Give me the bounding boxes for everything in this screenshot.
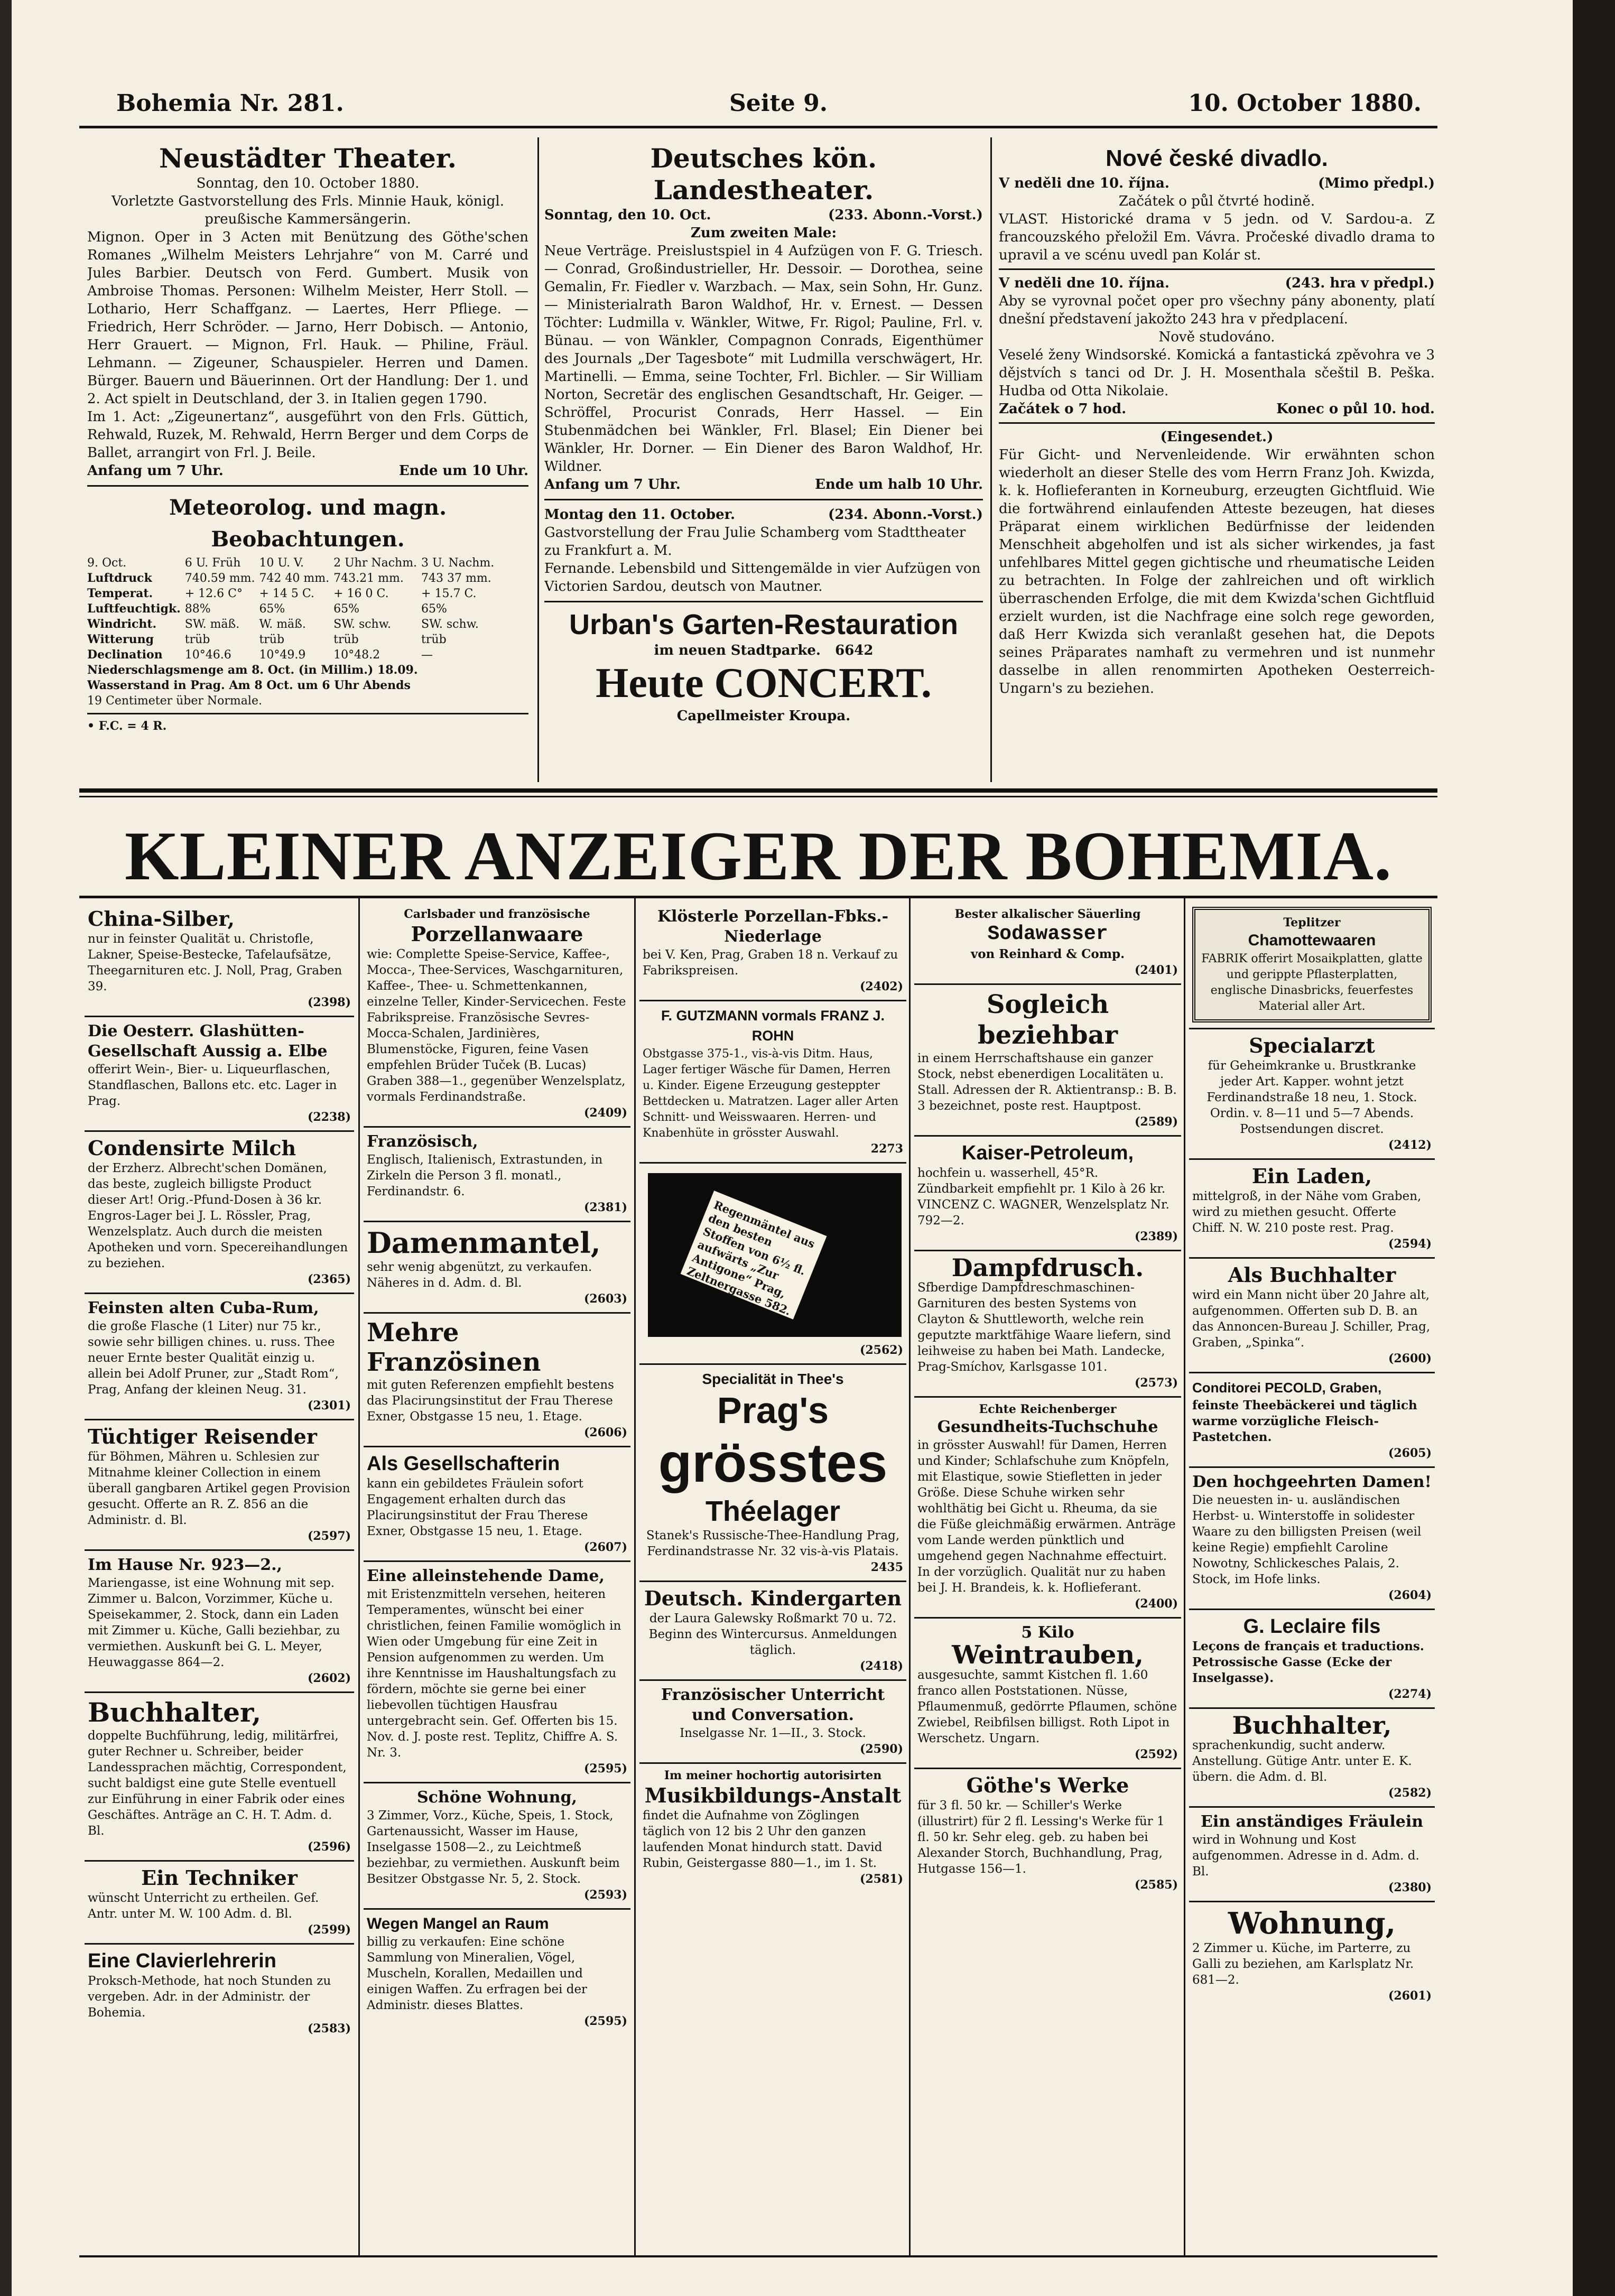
ad-code: (2401) — [1134, 963, 1178, 977]
ads-column-4 — [914, 903, 1181, 2255]
ad-code: (2594) — [1388, 1237, 1432, 1251]
ad-text: sehr wenig abgenützt, zu verkaufen. Näheres in d. Adm. d. Bl. — [367, 1260, 592, 1290]
ads-column-2 — [364, 903, 630, 2255]
ad-pecold — [1189, 1373, 1435, 1468]
ad-text: mit Eristenzmitteln versehen, heiteren Temperamentes, wünscht bei einer christlichen, feinen Familie womöglich in Wien oder Umgebung für eine Zeit in Pension aufgenommen zu werden. Um ihre Kenntnisse im Haushaltungsfach zu fördern, möchte sie gerne bei einer liebevollen tüchtigen Hausfrau untergebracht sein. Gef. Offerten bis 15. Nov. d. J. poste rest. Teplitz, Chiffre A. S. Nr. 3. — [367, 1587, 621, 1760]
ads-column-1 — [85, 903, 354, 2255]
meteo-cell: SW. schw. — [421, 618, 479, 631]
neustaedter-start: Anfang um 7 Uhr. — [87, 463, 224, 479]
meteo-cell: Witterung — [87, 633, 154, 646]
ad-heading: Wegen Mangel an Raum — [367, 1915, 549, 1932]
ad-ein-laden — [1189, 1160, 1435, 1259]
ad-code: (2238) — [307, 1110, 351, 1124]
ad-code: (2274) — [1388, 1687, 1432, 1701]
ad-regenmaentel — [639, 1164, 906, 1365]
thee-prags: Prag's — [717, 1390, 829, 1431]
meteo-cell: 10°46.6 — [184, 648, 231, 662]
ad-text: doppelte Buchführung, ledig, militärfrei, guter Rechner u. Schreiber, beider Landessprachen mächtig, Correspondent, sucht baldigst eine gute Stelle eventuell zur Einführung in einer Fabrik oder eines Geschäftes. Anträge an C. H. T. Adm. d. Bl. — [88, 1729, 347, 1838]
ad-mangel-an-raum — [364, 1910, 630, 2034]
ad-code: (2301) — [307, 1399, 351, 1412]
column-czech — [999, 143, 1435, 787]
ad-als-buchhalter — [1189, 1259, 1435, 1373]
ad-text: Proksch-Methode, hat noch Stunden zu vergeben. Adr. in der Administr. der Bohemia. — [88, 1974, 331, 2020]
ad-text: nur in feinster Qualität u. Christofle, Lakner, Speise-Bestecke, Tafelaufsätze, Theegarnituren etc. J. Noll, Prag, Graben 39. — [88, 932, 342, 993]
ad-pre: Carlsbader und französische — [404, 907, 590, 921]
ad-text: hochfein u. wasserhell, 45°R. Zündbarkeit empfiehlt pr. 1 Kilo à 26 kr. VINCENZ C. WAGNER, Wenzelsplatz Nr. 792—2. — [917, 1166, 1170, 1228]
meteo-cell: — — [421, 648, 433, 662]
czech-end2: Konec o půl 10. hod. — [1276, 401, 1435, 417]
ad-text: wünscht Unterricht zu ertheilen. Gef. Antr. unter M. W. 100 Adm. d. Bl. — [88, 1891, 319, 1921]
ad-text: mittelgroß, in der Nähe vom Graben, wird zu miethen gesucht. Offerte Chiff. N. W. 210 poste rest. Prag. — [1192, 1189, 1422, 1235]
urban-code: 6642 — [835, 643, 874, 658]
ad-heading: Ein Techniker — [141, 1866, 298, 1890]
ad-fraeulein — [1189, 1808, 1435, 1902]
ad-pre: 5 Kilo — [1021, 1623, 1074, 1642]
ad-heading: Feinsten alten Cuba-Rum, — [88, 1299, 319, 1317]
ad-code: (2400) — [1134, 1597, 1178, 1611]
ad-franzoesisch — [364, 1128, 630, 1222]
thee-theelager: Théelager — [705, 1495, 841, 1527]
czech-note: Aby se vyrovnal počet oper pro všechny pány abonenty, platí dnešní představení jakožto 243 hra v předplacení. — [999, 293, 1435, 327]
ad-text: sprachenkundig, sucht anderw. Anstellung. Gütige Antr. unter E. K. übern. die Adm. d. Bl. — [1192, 1739, 1412, 1784]
ad-reisender — [85, 1420, 354, 1551]
ad-heading: Deutsch. Kindergarten — [644, 1586, 902, 1610]
landestheater-abonn2: (234. Abonn.-Vorst.) — [828, 507, 983, 523]
ad-heading: Wohnung, — [1228, 1906, 1396, 1941]
ad-heading: Kaiser-Petroleum, — [961, 1142, 1134, 1164]
czech-play: VLAST. Historické drama v 5 jedn. od V. Sardou-a. Z francouzského přeložil Em. Vávra. Pročeské divadlo drama to upravil a ve scénu uvedl pan Kolár st. — [999, 211, 1435, 263]
ad-code: (2402) — [859, 980, 903, 993]
czech-title: Nové české divadlo. — [1106, 145, 1328, 171]
ad-heading: Buchhalter, — [1232, 1711, 1392, 1740]
ad-pre: Echte Reichenberger — [979, 1402, 1117, 1416]
neustaedter-line-2: Mignon. Oper in 3 Acten mit Benützung des Göthe'schen Romanes „Wilhelm Meisters Lehrjahre“ von M. Carré und Jules Barbier. Deutsch von Ferd. Gumbert. Musik von Ambroise Thomas. Personen: Wilhelm Meister, Herr Stoll. — Lothario, Herr Schaffganz. — Laertes, Herr Pfliege. — Friedrich, Herr Schröder. — Jarno, Herr Dobisch. — Antonio, Herr Grauert. — Mignon, Frl. Hauk. — Philine, Fräul. Lehmann. — Zigeuner, Schauspieler. Herren und Damen. Bürger. Bauern und Bäuerinnen. Ort der Handlung: Der 1. und 2. Act spielt in Deutschland, der 3. in Italien gegen 1790. — [87, 229, 528, 407]
ad-heading: Specialarzt — [1249, 1034, 1375, 1057]
neustaedter-line-1: Vorletzte Gastvorstellung des Frls. Minnie Hauk, königl. preußische Kammersängerin. — [111, 193, 505, 227]
ad-text: für Geheimkranke u. Brustkranke jeder Art. Kapper. wohnt jetzt Ferdinandstraße 18 neu, 1. Stock. Ordin. v. 8—11 und 5—7 Abends. Postsendungen discret. — [1206, 1059, 1417, 1136]
ad-sodawasser — [914, 903, 1181, 985]
ad-code: (2600) — [1388, 1352, 1432, 1365]
meteo-cell: 743 37 mm. — [421, 572, 491, 585]
ad-text: findet die Aufnahme von Zöglingen täglich von 12 bis 2 Uhr den ganzen laufenden Monat hindurch statt. David Rubin, Geistergasse 880—1., im 1. St. — [643, 1809, 883, 1870]
eingesendet-text: Für Gicht- und Nervenleidende. Wir erwähnten schon wiederholt an dieser Stelle des vom Herrn Franz Joh. Kwizda, k. k. Hoflieferanten in Korneuburg, erzeugten Gichtfluid. Wie die fortwährend einlaufenden Atteste bezeugen, hat dieses Präparat einem wirklichen Bedürfnisse der leidenden Menschheit abgeholfen und ist als sicher wirkendes, ja fast unfehlbares Mittel gegen gichtische und rheumatische Leiden zu betrachten. In Folge der zahlreichen und oft wirklich überraschenden Erfolge, die mit dem Kwizda'schen Gichtfluid erzielt wurden, ist die Nachfrage eine solch rege geworden, daß Herr Kwizda sich veranlaßt gesehen hat, die Depots seines Präparates namhaft zu vermehren und ist nunmehr dasselbe in allen renommirten Apotheken Oesterreich-Ungarn's zu beziehen. — [999, 447, 1435, 696]
ad-code: (2589) — [1134, 1115, 1178, 1129]
ad-code: (2365) — [307, 1272, 351, 1286]
ad-pre: Teplitzer — [1283, 916, 1341, 929]
ad-gutzmann — [639, 1001, 906, 1164]
ad-text: Leçons de français et traductions. Petrossische Gasse (Ecke der Inselgasse). — [1192, 1639, 1424, 1685]
meteo-cell: Declination — [87, 648, 163, 662]
ad-code: (2409) — [583, 1106, 627, 1120]
ad-text: wird ein Mann nicht über 20 Jahre alt, aufgenommen. Offerten sub D. B. an das Annoncen-Bureau J. Schiller, Prag, Graben, „Spinka“. — [1192, 1288, 1431, 1350]
meteo-head-3: 2 Uhr Nachm. — [333, 556, 417, 570]
ad-heading: G. Leclaire fils — [1243, 1615, 1381, 1638]
ad-text: Sfberdige Dampfdreschmaschinen-Garnituren des besten Systems von Clayton & Shuttleworth, welche rein geputzte marktfähige Waare liefern, sind leihweise zu haben bei Math. Landecke, Prag-Smíchov, Karlsgasse 101. — [917, 1281, 1171, 1374]
ads-divider-1 — [358, 898, 360, 2256]
meteo-cell: + 14 5 C. — [259, 587, 314, 600]
ad-code: (2605) — [1388, 1446, 1432, 1460]
ad-pre: Bester alkalischer Säuerling — [954, 907, 1141, 921]
ad-code: (2398) — [307, 996, 351, 1009]
meteo-head-1: 6 U. Früh — [184, 556, 241, 570]
ad-code: (2581) — [859, 1872, 903, 1886]
meteo-cell: Luftdruck — [87, 571, 152, 585]
kleiner-anzeiger-banner: KLEINER ANZEIGER DER BOHEMIA. — [124, 817, 1393, 895]
ad-heading: Göthe's Werke — [966, 1773, 1129, 1797]
ad-weintrauben — [914, 1619, 1181, 1769]
ad-heading: Schöne Wohnung, — [416, 1788, 578, 1807]
ad-text: FABRIK offerirt Mosaikplatten, glatte und gerippte Pflasterplatten, englische Dinasbricks, feuerfestes Material aller Art. — [1201, 952, 1423, 1013]
ad-sogleich-beziehbar — [914, 985, 1181, 1137]
ad-glashuetten — [85, 1017, 354, 1132]
ad-franzoesinen — [364, 1314, 630, 1447]
ad-code: (2590) — [859, 1742, 903, 1756]
header-right: 10. October 1880. — [1188, 90, 1422, 117]
ad-heading: Die Oesterr. Glashütten-Gesellschaft Aussig a. Elbe — [88, 1022, 328, 1061]
ad-heading: Condensirte Milch — [88, 1136, 296, 1160]
meteo-cell: SW. mäß. — [184, 618, 240, 631]
ad-code: (2601) — [1388, 1989, 1432, 2003]
ad-text: von Reinhard & Comp. — [970, 947, 1125, 961]
ad-schoene-wohnung — [364, 1783, 630, 1910]
ads-divider-3 — [909, 898, 911, 2256]
ad-code: (2381) — [583, 1201, 627, 1214]
ad-text: der Laura Galewsky Roßmarkt 70 u. 72. Beginn des Wintercursus. Anmeldungen täglich. — [648, 1612, 897, 1657]
ad-code: (2595) — [583, 2014, 627, 2028]
ad-heading: Französisch, — [367, 1132, 478, 1151]
ad-code: (2585) — [1134, 1878, 1178, 1892]
ad-heading: Chamottewaaren — [1248, 932, 1376, 949]
meteo-cell: 65% — [421, 602, 447, 616]
chamotte-frame — [1192, 907, 1432, 1022]
regenmaentel-black-box — [648, 1173, 902, 1337]
ad-text: billig zu verkaufen: Eine schöne Sammlung von Mineralien, Vögel, Muscheln, Korallen, Medaillen und einigen Waffen. Zu erfragen bei der Administr. dieses Blattes. — [367, 1935, 588, 2012]
ad-code: (2418) — [859, 1659, 903, 1673]
ad-code: (2599) — [307, 1923, 351, 1937]
ad-petroleum — [914, 1137, 1181, 1251]
ad-heading: Ein anständiges Fräulein — [1200, 1812, 1424, 1831]
ad-specialarzt — [1189, 1029, 1435, 1160]
ad-text: ausgesuchte, sammt Kistchen fl. 1.60 franco allen Poststationen. Nüsse, Pflaumenmuß, gedörrte Pflaumen, schöne Zwiebel, Reibfilsen billigst. Roth Lipot in Werschetz. Ungarn. — [917, 1668, 1177, 1745]
meteo-note-0: Niederschlagsmenge am 8. Oct. (in Millim.) 18.09. — [87, 663, 418, 677]
landestheater-text3: Fernande. Lebensbild und Sittengemälde in vier Aufzügen von Victorien Sardou, deutsch von Mautner. — [544, 561, 981, 594]
meteo-cell: 742 40 mm. — [259, 572, 330, 585]
ad-code: 2273 — [870, 1142, 903, 1156]
neustaedter-title: Neustädter Theater. — [159, 143, 457, 174]
czech-date2-note: (243. hra v předpl.) — [1285, 275, 1435, 291]
ad-text: bei V. Ken, Prag, Graben 18 n. Verkauf zu Fabrikspreisen. — [643, 948, 898, 978]
meteo-cell: trüb — [184, 633, 210, 646]
ad-heading: Damenmantel, — [367, 1226, 601, 1260]
ad-gesellschafterin — [364, 1447, 630, 1562]
ad-heading: Als Buchhalter — [1228, 1263, 1396, 1287]
ad-heading: Tüchtiger Reisender — [88, 1425, 317, 1448]
ad-musikbildung — [639, 1764, 906, 1892]
banner-rule — [79, 896, 1437, 898]
header-rule — [79, 126, 1437, 128]
ad-code: (2597) — [307, 1529, 351, 1543]
page-header — [79, 79, 1437, 122]
ad-text: wie: Complette Speise-Service, Kaffee-, Mocca-, Thee-Services, Waschgarnituren, Kaffee-, Thee- u. Schmettenkannen, einzelne Teller, Kinder-Servicechen. Feste Fabrikspreise. Französische Sevres-Mocca-Schalen, Jardinières, Blumenstöcke, Figuren, feine Vasen empfehlen Brüder Tuček (B. Lucas) Graben 388—1., gegenüber Wenzelsplatz, vormals Ferdinandstraße. — [367, 947, 626, 1104]
ad-code: (2607) — [583, 1540, 627, 1554]
column-neustaedter — [87, 143, 528, 787]
ad-heading: Den hochgeehrten Damen! — [1192, 1473, 1432, 1491]
meteo-cell: 10°48.2 — [333, 648, 380, 662]
urban-concert: Heute CONCERT. — [596, 660, 932, 707]
meteo-title: Meteorolog. und magn. Beobachtungen. — [169, 495, 447, 552]
ad-text: offerirt Wein-, Bier- u. Liqueurflaschen, Standflaschen, Ballons etc. etc. Lager in Prag. — [88, 1063, 337, 1108]
ad-alleinstehende-dame — [364, 1562, 630, 1783]
meteo-note-1: Wasserstand in Prag. Am 8 Oct. um 6 Uhr Abends — [87, 678, 411, 692]
ad-heading: China-Silber, — [88, 907, 235, 931]
meteo-cell: trüb — [421, 633, 447, 646]
landestheater-date: Sonntag, den 10. Oct. — [544, 207, 711, 223]
ad-techniker — [85, 1862, 354, 1945]
ad-text: für Böhmen, Mähren u. Schlesien zur Mitnahme kleiner Collection in einem überall gangbaren Artikel gegen Provision gesucht. Offerte an R. Z. 856 an die Administr. d. Bl. — [88, 1450, 350, 1527]
ad-kloesterle — [639, 903, 906, 1001]
ad-pre: Im meiner hochortig autorisirten — [664, 1769, 882, 1782]
ad-text: Obstgasse 375-1., vis-à-vis Ditm. Haus, Lager fertiger Wäsche für Damen, Herren u. Kinder. Eigene Erzeugung gesteppter Bettdecken u. Matratzen. Lager aller Arten Schnitt- und Weisswaaren. Herren- und Knabenhüte in grösster Auswahl. — [643, 1047, 899, 1140]
neustaedter-line-0: Sonntag, den 10. October 1880. — [196, 175, 420, 191]
meteo-cell: Temperat. — [87, 587, 153, 600]
landestheater-sub: Zum zweiten Male: — [690, 225, 837, 241]
ad-code: (2562) — [859, 1343, 903, 1357]
ad-text: feinste Theebäckerei und täglich warme vorzügliche Fleisch-Pastetchen. — [1192, 1398, 1417, 1444]
ad-goethe-werke — [914, 1769, 1181, 1898]
urban-sub: im neuen Stadtparke. — [654, 643, 821, 658]
ad-heading: Eine Clavierlehrerin — [88, 1950, 276, 1972]
ad-heading: Eine alleinstehende Dame, — [367, 1567, 605, 1585]
ad-heading: Dampfdrusch. — [951, 1253, 1144, 1282]
czech-date2: V neděli dne 10. října. — [999, 275, 1170, 291]
meteo-cell: 743.21 mm. — [333, 572, 404, 585]
meteo-cell: 88% — [184, 602, 211, 616]
landestheater-end: Ende um halb 10 Uhr. — [815, 477, 983, 492]
scan-edge-left — [0, 0, 12, 2296]
ad-chamottewaaren — [1189, 903, 1435, 1029]
eingesendet-title: (Eingesendet.) — [1160, 429, 1274, 445]
ad-thee — [639, 1365, 906, 1582]
ad-damenmantel — [364, 1222, 630, 1314]
czech-date-note: (Mimo předpl.) — [1318, 175, 1435, 191]
ad-text: die große Flasche (1 Liter) nur 75 kr., sowie sehr billigen chines. u. russ. Thee neuer Ernte bester Qualität einzig u. allein bei Adolf Pruner, zur „Stadt Rom“, Prag, Anfang der kleinen Neug. 31. — [88, 1319, 339, 1397]
ad-code: (2595) — [583, 1762, 627, 1776]
ad-code: (2412) — [1388, 1138, 1432, 1152]
ad-heading: Französischer Unterricht und Conversation. — [661, 1686, 885, 1724]
ad-text: Inselgasse Nr. 1—II., 3. Stock. — [680, 1726, 866, 1740]
ad-heading: Weintrauben, — [952, 1640, 1144, 1670]
czech-new: Nově studováno. — [1158, 329, 1275, 345]
scan-edge-right — [1573, 0, 1615, 2296]
meteo-cell: 10°49.9 — [259, 648, 306, 662]
ad-franz-unterricht — [639, 1681, 906, 1764]
urban-title: Urban's Garten-Restauration — [569, 609, 958, 640]
ad-dampfdrusch — [914, 1251, 1181, 1398]
ad-cuba-rum — [85, 1294, 354, 1420]
ad-code: (2389) — [1134, 1230, 1178, 1243]
ad-heading: Specialität in Thee's — [702, 1371, 844, 1387]
ad-heading: Buchhalter, — [88, 1697, 262, 1728]
ad-buchhalter — [85, 1693, 354, 1862]
ad-kindergarten — [639, 1582, 906, 1681]
ad-heading: Klösterle Porzellan-Fbks.-Niederlage — [657, 907, 889, 946]
landestheater-title: Deutsches kön. Landestheater. — [650, 143, 877, 206]
ad-heading: Ein Laden, — [1251, 1164, 1372, 1188]
meteo-table — [87, 555, 498, 663]
ad-china-silber — [85, 903, 354, 1017]
ad-wohnung — [1189, 1902, 1435, 2009]
meteo-cell: W. mäß. — [259, 618, 306, 631]
ad-code: (2380) — [1388, 1881, 1432, 1894]
ad-heading: Sogleich beziehbar — [978, 990, 1118, 1050]
ad-heading: Gesundheits-Tuchschuhe — [937, 1418, 1158, 1436]
ad-text: 2 Zimmer u. Küche, im Parterre, zu Galli zu beziehen, am Karlsplatz Nr. 681—2. — [1192, 1941, 1414, 1987]
ad-buchhalter-2 — [1189, 1709, 1435, 1808]
ad-code: (2604) — [1388, 1588, 1432, 1602]
ad-heading: Sodawasser — [987, 923, 1108, 945]
ad-code: 2435 — [870, 1560, 903, 1574]
meteo-head-0: 9. Oct. — [87, 556, 127, 570]
ad-heading: Als Gesellschafterin — [367, 1453, 560, 1475]
ad-heading: Conditorei PECOLD, Graben, — [1192, 1380, 1382, 1396]
ad-code: (2596) — [307, 1840, 351, 1854]
ads-column-5 — [1189, 903, 1435, 2255]
neustaedter-line-3: Im 1. Act: „Zigeunertanz“, ausgeführt von den Frls. Güttich, Rehwald, Ruzek, M. Rehwald, Herrn Berger und dem Corps de Ballet, arrangirt von Frl. J. Beile. — [87, 409, 528, 461]
ad-heading: Mehre Französinen — [367, 1318, 541, 1377]
ad-text: für 3 fl. 50 kr. — Schiller's Werke (illustrirt) für 2 fl. Lessing's Werke für 1 fl. 50 kr. Sehr eleg. geb. zu haben bei Alexander Storch, Buchhandlung, Prag, Hutgasse 156—1. — [917, 1799, 1165, 1876]
meteo-note-2: 19 Centimeter über Normale. — [87, 694, 262, 708]
ad-clavierlehrerin — [85, 1945, 354, 2042]
ad-text: Stanek's Russische-Thee-Handlung Prag, Ferdinandstrasse Nr. 32 vis-à-vis Platais. — [646, 1529, 900, 1558]
czech-date: V neděli dne 10. října. — [999, 175, 1170, 191]
landestheater-text: Neue Verträge. Preislustspiel in 4 Aufzügen von F. G. Triesch. — Conrad, Großindustrieller, Hr. Dessoir. — Dorothea, seine Gemalin, Fr. Fiedler v. Warzbach. — Max, sein Sohn, Hr. Gunz. — Ministerialrath Baron Waldhof, Hr. v. Ernest. — Dessen Töchter: Ludmilla v. Wänkler, Witwe, Fr. Rigol; Pauline, Frl. v. Bünau. — von Wänkler, Compagnon Conrads, Eigenthümer des Journals „Der Tagesbote“ mit Ludmilla verschwägert, Hr. Martinelli. — Emma, seine Tochter, Frl. Bichler. — Sir William Norton, Secretär des englischen Gesandtschaft, Hr. Geiger. — Schröffel, Procurist Conrads, Herr Hassel. — Ein Stubenmädchen bei Wänkler, Frl. Blasel; Ein Diener bei Wänkler, Hr. Dorner. — Ein Diener des Baron Waldhof, Hr. Wildner. — [544, 243, 983, 475]
regenmaentel-card: Regenmäntel aus den besten Stoffen von 6½ fl. aufwärts „Zur Antigone“ Prag, Zeltnergasse 582. — [681, 1191, 827, 1319]
czech-start: Začátek o půl čtvrté hodině. — [1118, 193, 1315, 209]
ad-mariengasse — [85, 1551, 354, 1693]
header-center: Seite 9. — [729, 90, 828, 117]
landestheater-start: Anfang um 7 Uhr. — [544, 477, 681, 492]
meteo-cell: trüb — [259, 633, 285, 646]
ad-text: Englisch, Italienisch, Extrastunden, in Zirkeln die Person 3 fl. monatl., Ferdinandstr. 6. — [367, 1153, 603, 1198]
ad-heading: F. GUTZMANN vormals FRANZ J. ROHN — [661, 1008, 885, 1044]
meteo-head-4: 3 U. Nachm. — [421, 556, 495, 570]
ad-code: (2573) — [1134, 1376, 1178, 1390]
neustaedter-end: Ende um 10 Uhr. — [398, 463, 528, 479]
ads-column-3 — [639, 903, 906, 2255]
ad-text: 3 Zimmer, Vorz., Küche, Speis, 1. Stock, Gartenaussicht, Wasser im Hause, Inselgasse 1508—2., zu Leichtmeß beziehbar, zu vermiethen. Auskunft beim Besitzer Obstgasse Nr. 5, 2. Stock. — [367, 1809, 620, 1886]
czech-opera: Veselé ženy Windsorské. Komická a fantastická zpěvohra ve 3 dějstvích s tanci od Dr. J. H. Mosenthala sčeštil B. Peška. Hudba od Otta Nikolaie. — [999, 347, 1435, 399]
ad-code: (2583) — [307, 2022, 351, 2035]
meteo-cell: trüb — [333, 633, 359, 646]
ad-code: (2606) — [583, 1426, 627, 1439]
ad-hochgeehrte-damen — [1189, 1468, 1435, 1610]
divider-1 — [537, 137, 539, 782]
ad-heading: Porzellanwaare — [411, 922, 583, 946]
meteo-cell: 740.59 mm. — [184, 572, 255, 585]
section-rule-thin — [79, 796, 1437, 797]
column-landestheater — [544, 143, 983, 787]
ad-code: (2582) — [1388, 1786, 1432, 1800]
ad-condensirte-milch — [85, 1132, 354, 1294]
divider-2 — [990, 137, 992, 782]
meteo-cell: Luftfeuchtigk. — [87, 602, 181, 616]
ad-leclaire — [1189, 1610, 1435, 1709]
ad-text: Mariengasse, ist eine Wohnung mit sep. Zimmer u. Balcon, Vorzimmer, Küche u. Speisekammer, 2. Stock, dann ein Laden mit Zimmer u. Küche, Galli beziehbar, zu vermiethen. Auskunft bei G. L. Meyer, Heuwaggasse 864—2. — [88, 1576, 340, 1669]
meteo-cell: 65% — [259, 602, 285, 616]
meteo-cell: + 12.6 C° — [184, 587, 243, 600]
czech-start2: Začátek o 7 hod. — [999, 401, 1127, 417]
meteo-mark: • F.C. = 4 R. — [87, 719, 167, 733]
ad-text: in grösster Auswahl! für Damen, Herren und Kinder; Schlafschuhe zum Knöpfeln, mit Elastique, sowie Stiefletten in jeder Größe. Diese Schuhe wirken sehr wohlthätig bei Gicht u. Rheuma, da sie die Füße gleichmäßig erwärmen. Anträge vom Lande werden pünktlich und umgehend gegen Nachnahme effectuirt. In der vorzüglich. Qualität nur zu haben bei J. H. Brandeis, k. k. Hoflieferant. — [917, 1438, 1176, 1595]
ad-heading: Im Hause Nr. 923—2., — [88, 1556, 282, 1574]
ad-code: (2602) — [307, 1671, 351, 1685]
ad-text: wird in Wohnung und Kost aufgenommen. Adresse in d. Adm. d. Bl. — [1192, 1833, 1419, 1879]
ad-code: (2593) — [583, 1888, 627, 1902]
ad-text: in einem Herrschaftshause ein ganzer Stock, nebst ebenerdigen Localitäten u. Stall. Adressen der R. Aktientransp.: B. B. 3 bezeichnet, poste rest. Hauptpost. — [917, 1052, 1177, 1113]
ads-divider-2 — [634, 898, 636, 2256]
ad-heading: Musikbildungs-Anstalt — [644, 1783, 902, 1807]
landestheater-date2: Montag den 11. October. — [544, 507, 735, 523]
meteo-cell: + 16 0 C. — [333, 587, 389, 600]
meteo-head-2: 10 U. V. — [259, 556, 304, 570]
thee-groesstes: grösstes — [658, 1433, 888, 1494]
ad-text: Die neuesten in- u. ausländischen Herbst- u. Winterstoffe in solidester Waare zu den billigsten Preisen (weil keine Regie) empfiehlt Caroline Nowotny, Schlickesches Palais, 2. Stock, im Hofe links. — [1192, 1493, 1422, 1586]
meteo-cell: 65% — [333, 602, 360, 616]
ad-tuchschuhe — [914, 1398, 1181, 1619]
ad-porzellanwaare — [364, 903, 630, 1128]
meteo-cell: Windricht. — [87, 617, 157, 631]
urban-leader: Capellmeister Kroupa. — [676, 708, 851, 724]
ad-text: kann ein gebildetes Fräulein sofort Engagement erhalten durch das Placirungsinstitut der Frau Therese Exner, Obstgasse 15 neu, 1. Etage. — [367, 1477, 588, 1538]
ad-code: (2592) — [1134, 1747, 1178, 1761]
landestheater-abonn: (233. Abonn.-Vorst.) — [828, 207, 983, 223]
header-left: Bohemia Nr. 281. — [116, 90, 344, 117]
ads-divider-4 — [1184, 898, 1185, 2256]
ad-text: mit guten Referenzen empfiehlt bestens das Placirungsinstitut der Frau Therese Exner, Obstgasse 15 neu, 1. Etage. — [367, 1378, 614, 1424]
section-rule-thick — [79, 788, 1437, 793]
landestheater-text2: Gastvorstellung der Frau Julie Schamberg vom Stadttheater zu Frankfurt a. M. — [544, 525, 966, 559]
meteo-cell: SW. schw. — [333, 618, 391, 631]
ad-text: der Erzherz. Albrecht'schen Domänen, das beste, zugleich billigste Product dieser Art! Orig.-Pfund-Dosen à 36 kr. Engros-Lager bei J. L. Rössler, Prag, Wenzelsplatz. Auch durch die meisten Apotheken und vorn. Specereihandlungen zu beziehen. — [88, 1161, 348, 1270]
meteo-cell: + 15.7 C. — [421, 587, 477, 600]
ad-code: (2603) — [583, 1292, 627, 1306]
bottom-rule — [79, 2255, 1437, 2257]
